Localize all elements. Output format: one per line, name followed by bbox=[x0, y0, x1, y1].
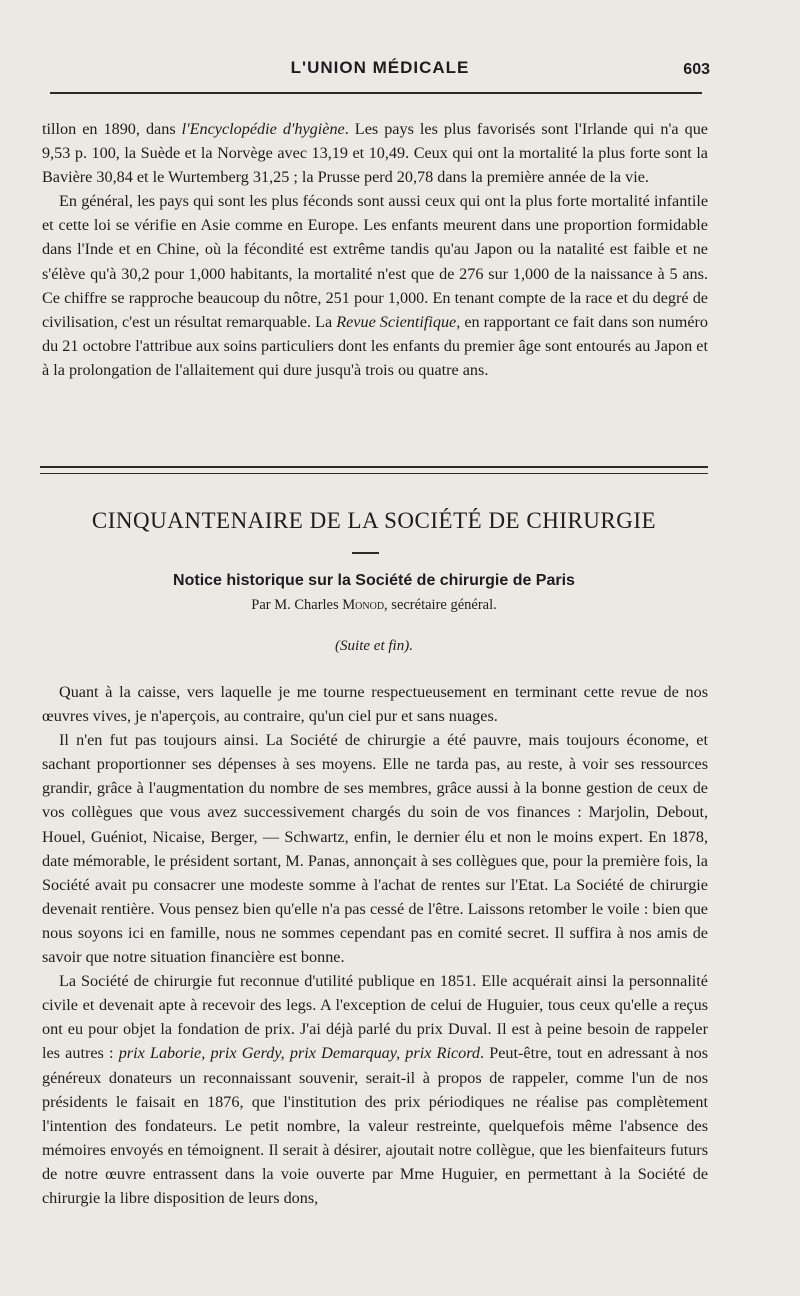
section-title: CINQUANTENAIRE DE LA SOCIÉTÉ DE CHIRURGIE bbox=[91, 508, 657, 533]
body-text-block bbox=[42, 680, 708, 1210]
byline-prefix: Par M. Charles bbox=[251, 597, 343, 613]
text-span: tillon en 1890, dans bbox=[42, 120, 182, 138]
italic-span: l'Encyclopédie d'hygiène bbox=[181, 120, 345, 138]
header-rule bbox=[50, 92, 702, 94]
section-subtitle: Notice historique sur la Société de chirurgie de Paris bbox=[173, 572, 575, 589]
top-text-block bbox=[42, 117, 708, 382]
text-span: La Société de chirurgie fut reconnue d'utilité publique en 1851. Elle acquérait ainsi la personnalité civile et devenait apte à recevoir des legs. A l'exception de celui de Huguier, tous ceux qu'elle a reçus ont eu pour objet la fondation de prix. J'ai déjà parlé du prix Duval. Il est à peine besoin de rappeler les autres : bbox=[42, 972, 708, 1063]
byline-suffix: , secrétaire général. bbox=[384, 597, 497, 613]
byline bbox=[40, 597, 708, 614]
author-name: Monod bbox=[342, 597, 385, 613]
page-header bbox=[40, 58, 720, 86]
running-title: L'UNION MÉDICALE bbox=[290, 58, 470, 77]
paragraph: Quant à la caisse, vers laquelle je me tourne respectueusement en terminant cette revue de nos œuvres vives, je n'aperçois, au contraire, qu'un ciel pur et sans nuages. bbox=[42, 683, 708, 726]
paragraph bbox=[42, 117, 708, 189]
title-underline bbox=[352, 552, 379, 554]
text-span: . Peut-être, tout en adressant à nos généreux donateurs un reconnaissant souvenir, serait-il à propos de rappeler, comme l'un de nos présidents le faisait en 1876, que l'institution des prix périodiques ne réalise pas complètement l'intention des fondateurs. Le petit nombre, la valeur restreinte, quelquefois même l'absence des mémoires envoyés en témoignent. Il serait à désirer, ajoutait notre collègue, que les bienfaiteurs futurs de notre œuvre entrassent dans la voie ouverte par Mme Huguier, en permettant à la Société de chirurgie la libre disposition de leurs dons, bbox=[42, 1044, 708, 1207]
continuation-note: (Suite et fin). bbox=[335, 638, 413, 654]
paragraph bbox=[42, 189, 708, 382]
paragraph: Il n'en fut pas toujours ainsi. La Société de chirurgie a été pauvre, mais toujours économe, et sachant proportionner ses dépenses à ses moyens. Elle ne tarda pas, au reste, à voir ses ressources grandir, grâce à l'augmentation du nombre de ses membres, grâce aussi à la bonne gestion de ceux de vos collègues que vous avez successivement chargés du soin de vos finances : Marjolin, Debout, Houel, Guéniot, Nicaise, Berger, — Schwartz, enfin, le dernier élu et non le moins expert. En 1878, date mémorable, le président sortant, M. Panas, annonçait à ses collègues que, pour la première fois, la Société avait pu consacrer une modeste somme à l'achat de rentes sur l'Etat. La Société de chirurgie devenait rentière. Vous pensez bien qu'elle n'a pas cessé de l'être. Laissons retomber le voile : bien que nous soyons ici en famille, nous ne sommes cependant pas en comité secret. Il suffira à nos amis de savoir que notre situation financière est bonne. bbox=[42, 731, 708, 967]
text-span: , en rapportant ce fait dans son numéro du 21 octobre l'attribue aux soins particuliers dont les enfants du premier âge sont entourés au Japon et à la prolongation de l'allaitement qui dure jusqu'à trois ou quatre ans. bbox=[42, 312, 708, 379]
paragraph bbox=[42, 969, 708, 1210]
italic-span: Revue Scientifique bbox=[336, 312, 457, 331]
page-number: 603 bbox=[683, 61, 710, 78]
text-span: . Les pays les plus favorisés sont l'Irlande qui n'a que 9,53 p. 100, la Suède et la Norvège avec 13,19 et 10,49. Ceux qui ont la mortalité la plus forte sont la Bavière 30,84 et le Wurtemberg 31,25 ; la Prusse perd 20,78 dans la première année de la vie. bbox=[42, 120, 708, 187]
section-divider bbox=[40, 466, 708, 474]
text-span: En général, les pays qui sont les plus féconds sont aussi ceux qui ont la plus forte mortalité infantile et cette loi se vérifie en Asie comme en Europe. Les enfants meurent dans une proportion formidable dans l'Inde et en Chine, où la fécondité est extrême tandis qu'au Japon ou la natalité est faible et ne s'élève qu'à 30,2 pour 1,000 habitants, la mortalité n'est que de 276 sur 1,000 de la naissance à 5 ans. Ce chiffre se rapproche beaucoup du nôtre, 251 pour 1,000. En tenant compte de la race et du degré de civilisation, c'est un résultat remarquable. La bbox=[42, 192, 708, 331]
italic-span: prix Laborie, prix Gerdy, prix Demarquay, prix Ricord bbox=[118, 1044, 481, 1063]
